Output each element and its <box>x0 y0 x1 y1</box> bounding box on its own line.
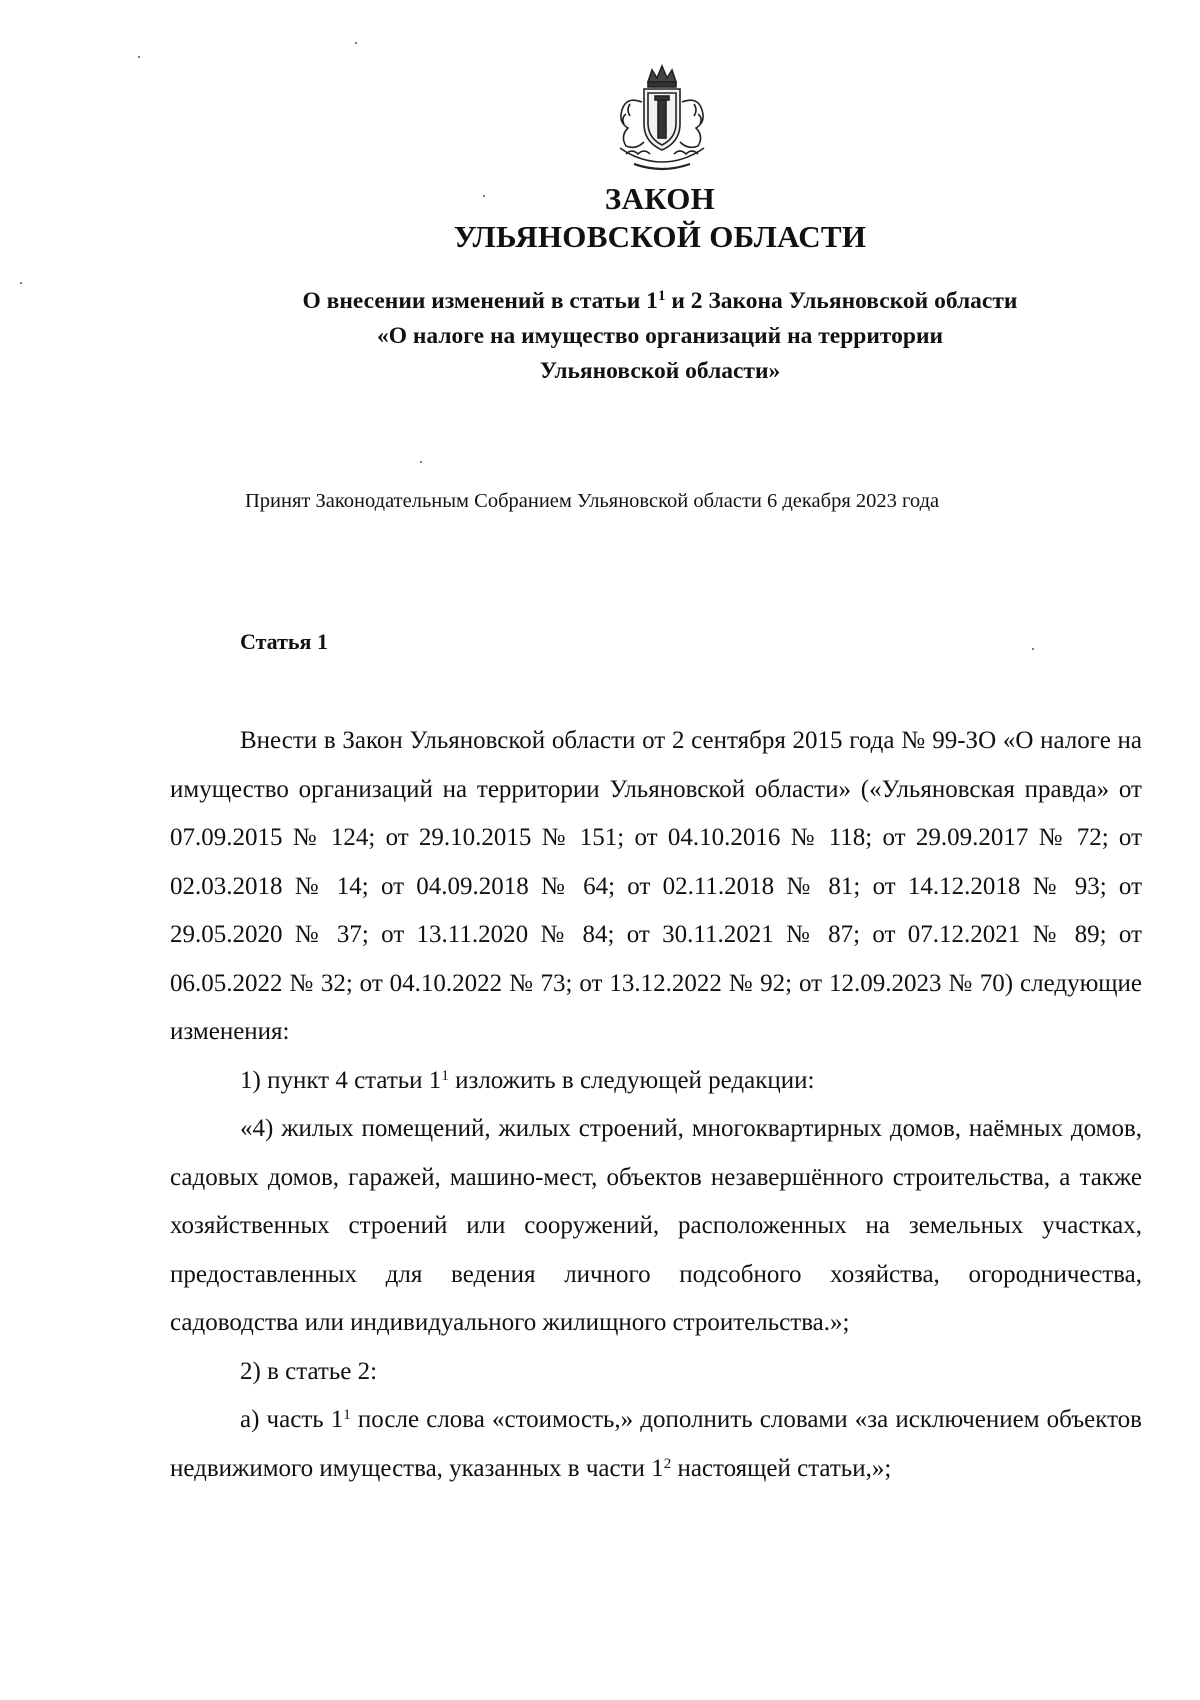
subtitle-line2: «О налоге на имущество организаций на территории <box>376 323 944 349</box>
article-intro-paragraph: Внести в Закон Ульяновской области от 2 сентября 2015 года № 99-ЗО «О налоге на имущество организаций на территории Ульяновской области» («Ульяновская правда» от 07.09.2015 № 124; от 29.10.2015 № 151; от 04.10.2016 № 118; от 29.09.2017 № 72; от 02.03.2018 № 14; от 04.09.2018 № 64; от 02.11.2018 № 81; от 14.12.2018 № 93; от 29.05.2020 № 37; от 13.11.2020 № 84; от 30.11.2021 № 87; от 07.12.2021 № 89; от 06.05.2022 № 32; от 04.10.2022 № 73; от 13.12.2022 № 92; от 12.09.2023 № 70) следующие изменения: <box>170 727 1142 1045</box>
superscript: 1 <box>343 1406 351 1423</box>
scan-speck <box>483 195 485 197</box>
document-title-line1: ЗАКОН <box>604 181 716 216</box>
item-2-paragraph: 2) в статье 2: <box>240 1357 378 1385</box>
scan-speck <box>355 42 357 44</box>
document-title-line2: УЛЬЯНОВСКОЙ ОБЛАСТИ <box>453 219 867 254</box>
subtitle-line3: Ульяновской области» <box>539 358 781 384</box>
scan-speck <box>138 56 140 58</box>
law-subtitle <box>60 284 1200 389</box>
scan-speck <box>1032 648 1034 650</box>
article-heading: Статья 1 <box>240 629 328 654</box>
subtitle-line1: О внесении изменений в статьи $1^1$ и 2 Закона Ульяновской области <box>302 287 1018 314</box>
item-2a-paragraph: а) часть $1^1$ после слова «стоимость,» дополнить словами «за исключением объектов недвижимого имущества, указанных в части $1^2$ настоящей статьи,»; <box>170 1406 1142 1482</box>
scan-speck <box>20 282 22 284</box>
scan-speck <box>420 461 422 463</box>
adoption-note: Принят Законодательным Собранием Ульяновской области 6 декабря 2023 года <box>245 490 940 512</box>
coat-of-arms-icon <box>600 62 724 172</box>
quoted-amendment-paragraph: «4) жилых помещений, жилых строений, многоквартирных домов, наёмных домов, садовых домов, гаражей, машино-мест, объектов незавершённого строительства, а также хозяйственных строений или сооружений, расположенных на земельных участках, предоставленных для ведения личного подсобного хозяйства, огородничества, садоводства или индивидуального жилищного строительства.»; <box>170 1115 1142 1336</box>
superscript: 1 <box>657 287 666 304</box>
item-1-paragraph: 1) пункт 4 статьи $1^1$ изложить в следующей редакции: <box>240 1066 815 1094</box>
article-body <box>170 717 1142 1493</box>
superscript: 1 <box>441 1067 449 1084</box>
superscript: 2 <box>663 1455 672 1472</box>
